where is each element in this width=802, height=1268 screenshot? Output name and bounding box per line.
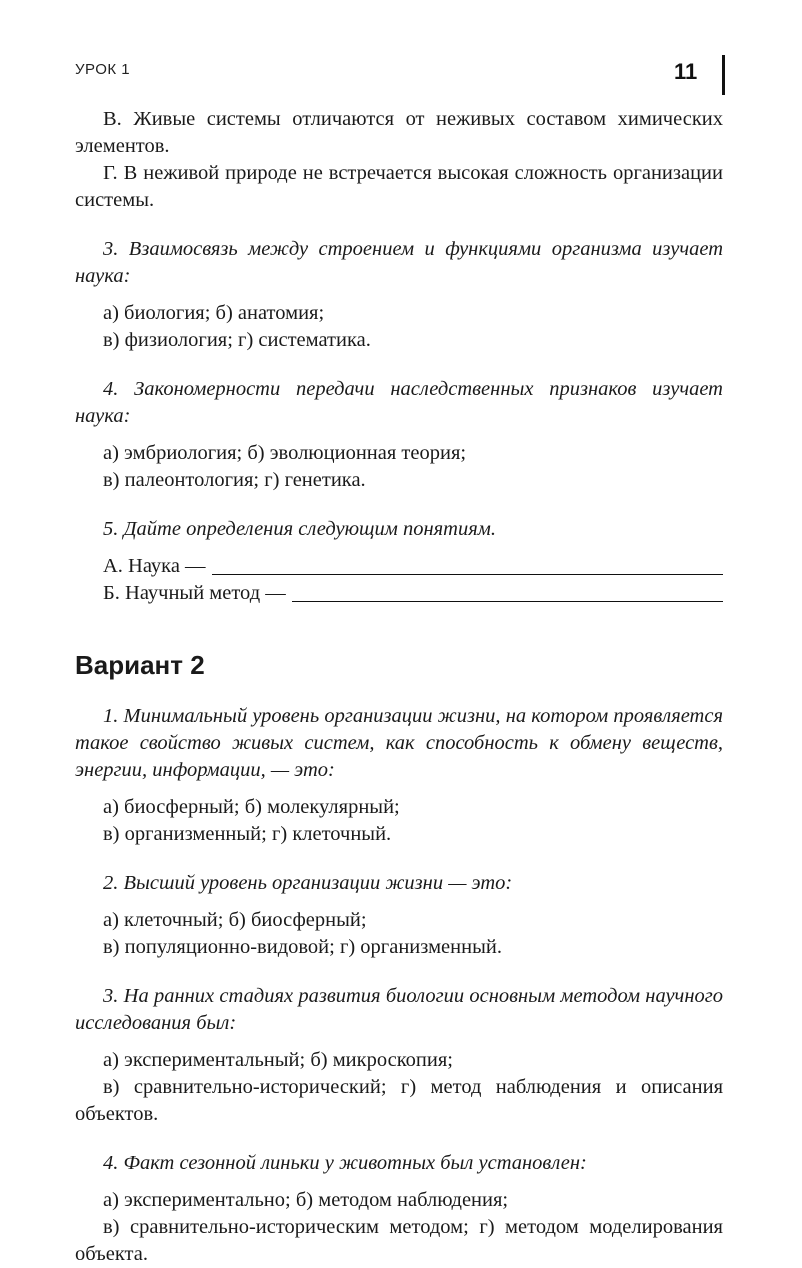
v2-q1-answer: в) организменный; г) клеточный. bbox=[103, 823, 392, 845]
definition-line-science bbox=[75, 553, 723, 580]
v1-q5-question: 5. Дайте определения следующим понятиям. bbox=[103, 518, 496, 540]
v2-q1-question: 1. Минимальный уровень организации жизни, на котором проявляется такое свойство живых систем, как способность к обмену веществ, энергии, информации, — это: bbox=[75, 705, 723, 781]
variant-heading: Вариант 2 bbox=[75, 650, 205, 680]
v1-q4-answer: а) эмбриология; б) эволюционная теория; bbox=[103, 442, 467, 464]
v2-q3-answer: в) сравнительно-исторический; г) метод наблюдения и описания объектов. bbox=[75, 1076, 723, 1125]
statement-v: В. Живые системы отличаются от неживых составом химических элементов. bbox=[75, 108, 723, 157]
v1-q3-answer: а) биология; б) анатомия; bbox=[103, 302, 325, 324]
v1-q3-answer: в) физиология; г) систематика. bbox=[103, 329, 371, 351]
page-number: 11 bbox=[674, 59, 698, 84]
v2-q3-question: 3. На ранних стадиях развития биологии основным методом научного исследования был: bbox=[75, 985, 723, 1034]
v2-q4-answer: а) экспериментально; б) методом наблюдения; bbox=[103, 1189, 509, 1211]
definition-line-method bbox=[75, 580, 723, 607]
answer-blank-line bbox=[292, 600, 723, 602]
header-divider bbox=[722, 55, 725, 95]
definition-label: А. Наука — bbox=[103, 555, 206, 577]
answer-blank-line bbox=[212, 573, 723, 575]
v2-q4-question: 4. Факт сезонной линьки у животных был установлен: bbox=[103, 1152, 587, 1174]
v1-q3-question: 3. Взаимосвязь между строением и функциями организма изучает наука: bbox=[75, 238, 723, 287]
v2-q2-answer: а) клеточный; б) биосферный; bbox=[103, 909, 367, 931]
lesson-label: УРОК 1 bbox=[75, 61, 131, 78]
v1-q4-question: 4. Закономерности передачи наследственных признаков изучает наука: bbox=[75, 378, 723, 427]
page-content bbox=[75, 106, 723, 1268]
v2-q2-answer: в) популяционно-видовой; г) организменный. bbox=[103, 936, 502, 958]
definition-label: Б. Научный метод — bbox=[103, 582, 286, 604]
v2-q1-answer: а) биосферный; б) молекулярный; bbox=[103, 796, 400, 818]
v2-q3-answer: а) экспериментальный; б) микроскопия; bbox=[103, 1049, 453, 1071]
statement-g: Г. В неживой природе не встречается высокая сложность организации системы. bbox=[75, 162, 723, 211]
v2-q4-answer: в) сравнительно-историческим методом; г) методом моделирования объекта. bbox=[75, 1216, 723, 1265]
v2-q2-question: 2. Высший уровень организации жизни — это: bbox=[103, 872, 513, 894]
v1-q4-answer: в) палеонтология; г) генетика. bbox=[103, 469, 366, 491]
